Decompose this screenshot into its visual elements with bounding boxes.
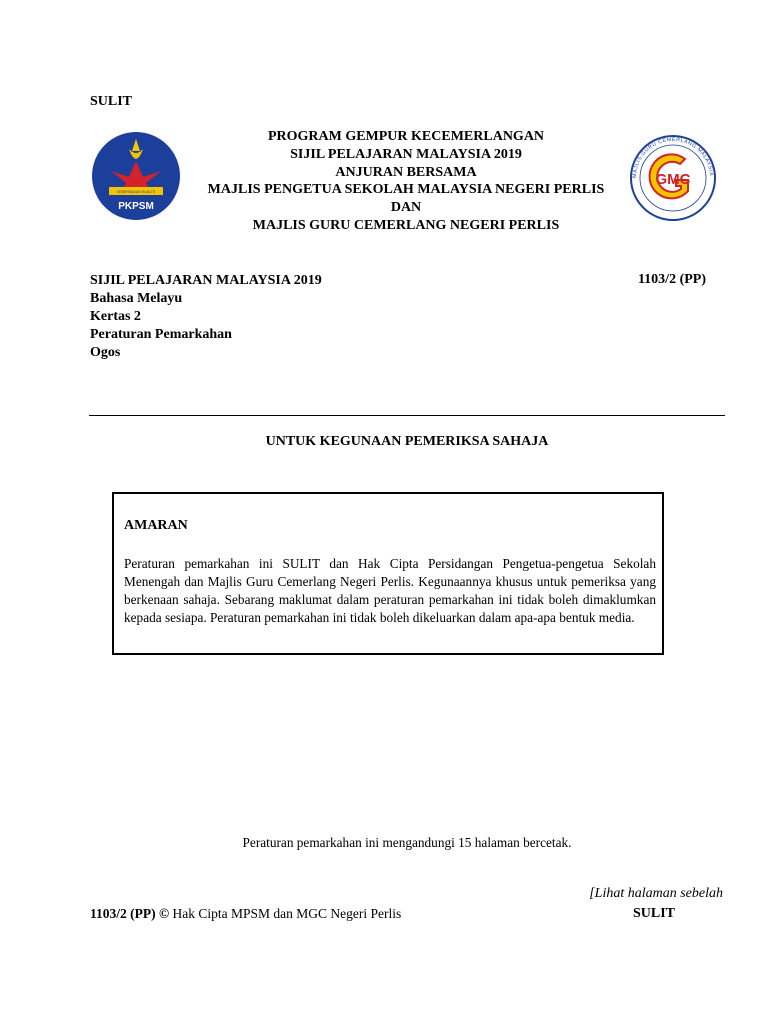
month: Ogos (90, 345, 121, 360)
logo-banner-left: KESEPADUAN (117, 190, 141, 194)
paper-code: 1103/2 (PP) (637, 272, 706, 287)
warning-text: Peraturan pemarkahan ini SULIT dan Hak Cipta Persidangan Pengetua-pengetua Sekolah Menengah dan Majlis Guru Cemerlang Negeri Perlis. Kegunaannya khusus untuk pemeriksa yang berkenaan sahaja. Sebarang maklumat dalam peraturan pemarkahan ini tidak boleh dimaklumkan kepada sesiapa. Peraturan pemarkahan ini tidak boleh dikeluarkan dalam apa-apa bentuk media. (124, 556, 656, 625)
document-type: Peraturan Pemarkahan (90, 327, 232, 342)
document-header (180, 128, 632, 235)
gmc-logo (630, 133, 716, 223)
header-line-5: DAN (390, 200, 422, 216)
logo-text: PKPSM (118, 201, 154, 212)
exam-name: SIJIL PELAJARAN MALAYSIA 2019 (90, 273, 322, 288)
footer-copyright (90, 906, 401, 922)
warning-title: AMARAN (124, 518, 188, 533)
header-line-3: ANJURAN BERSAMA (335, 164, 477, 180)
next-page-note: [Lihat halaman sebelah (589, 886, 723, 901)
header-line-4: MAJLIS PENGETUA SEKOLAH MALAYSIA NEGERI PERLIS (207, 182, 605, 198)
warning-box (112, 492, 664, 655)
header-line-1: PROGRAM GEMPUR KECEMERLANGAN (267, 129, 545, 144)
subject-info (90, 272, 322, 362)
horizontal-divider (89, 415, 725, 416)
header-line-2: SIJIL PELAJARAN MALAYSIA 2019 (290, 146, 522, 162)
footer-copyright-text: Hak Cipta MPSM dan MGC Negeri Perlis (169, 906, 402, 921)
paper-number: Kertas 2 (90, 309, 141, 324)
sulit-label-top: SULIT (90, 94, 133, 109)
examiner-only-note: UNTUK KEGUNAAN PEMERIKSA SAHAJA (265, 434, 549, 449)
footer-code: 1103/2 (PP) © (90, 906, 170, 921)
subject-name: Bahasa Melayu (90, 291, 183, 306)
page-count-note: Peraturan pemarkahan ini mengandungi 15 halaman bercetak. (242, 835, 572, 850)
header-line-6: MAJLIS GURU CEMERLANG NEGERI PERLIS (252, 217, 560, 233)
logo-letters: GMC (655, 171, 691, 188)
pkpsm-logo (91, 131, 181, 221)
logo-ring-text: MAJLIS GURU CEMERLANG MALAYSIA (631, 136, 715, 179)
sulit-label-bottom: SULIT (633, 906, 676, 921)
logo-banner-right: KUALITI (142, 190, 156, 194)
